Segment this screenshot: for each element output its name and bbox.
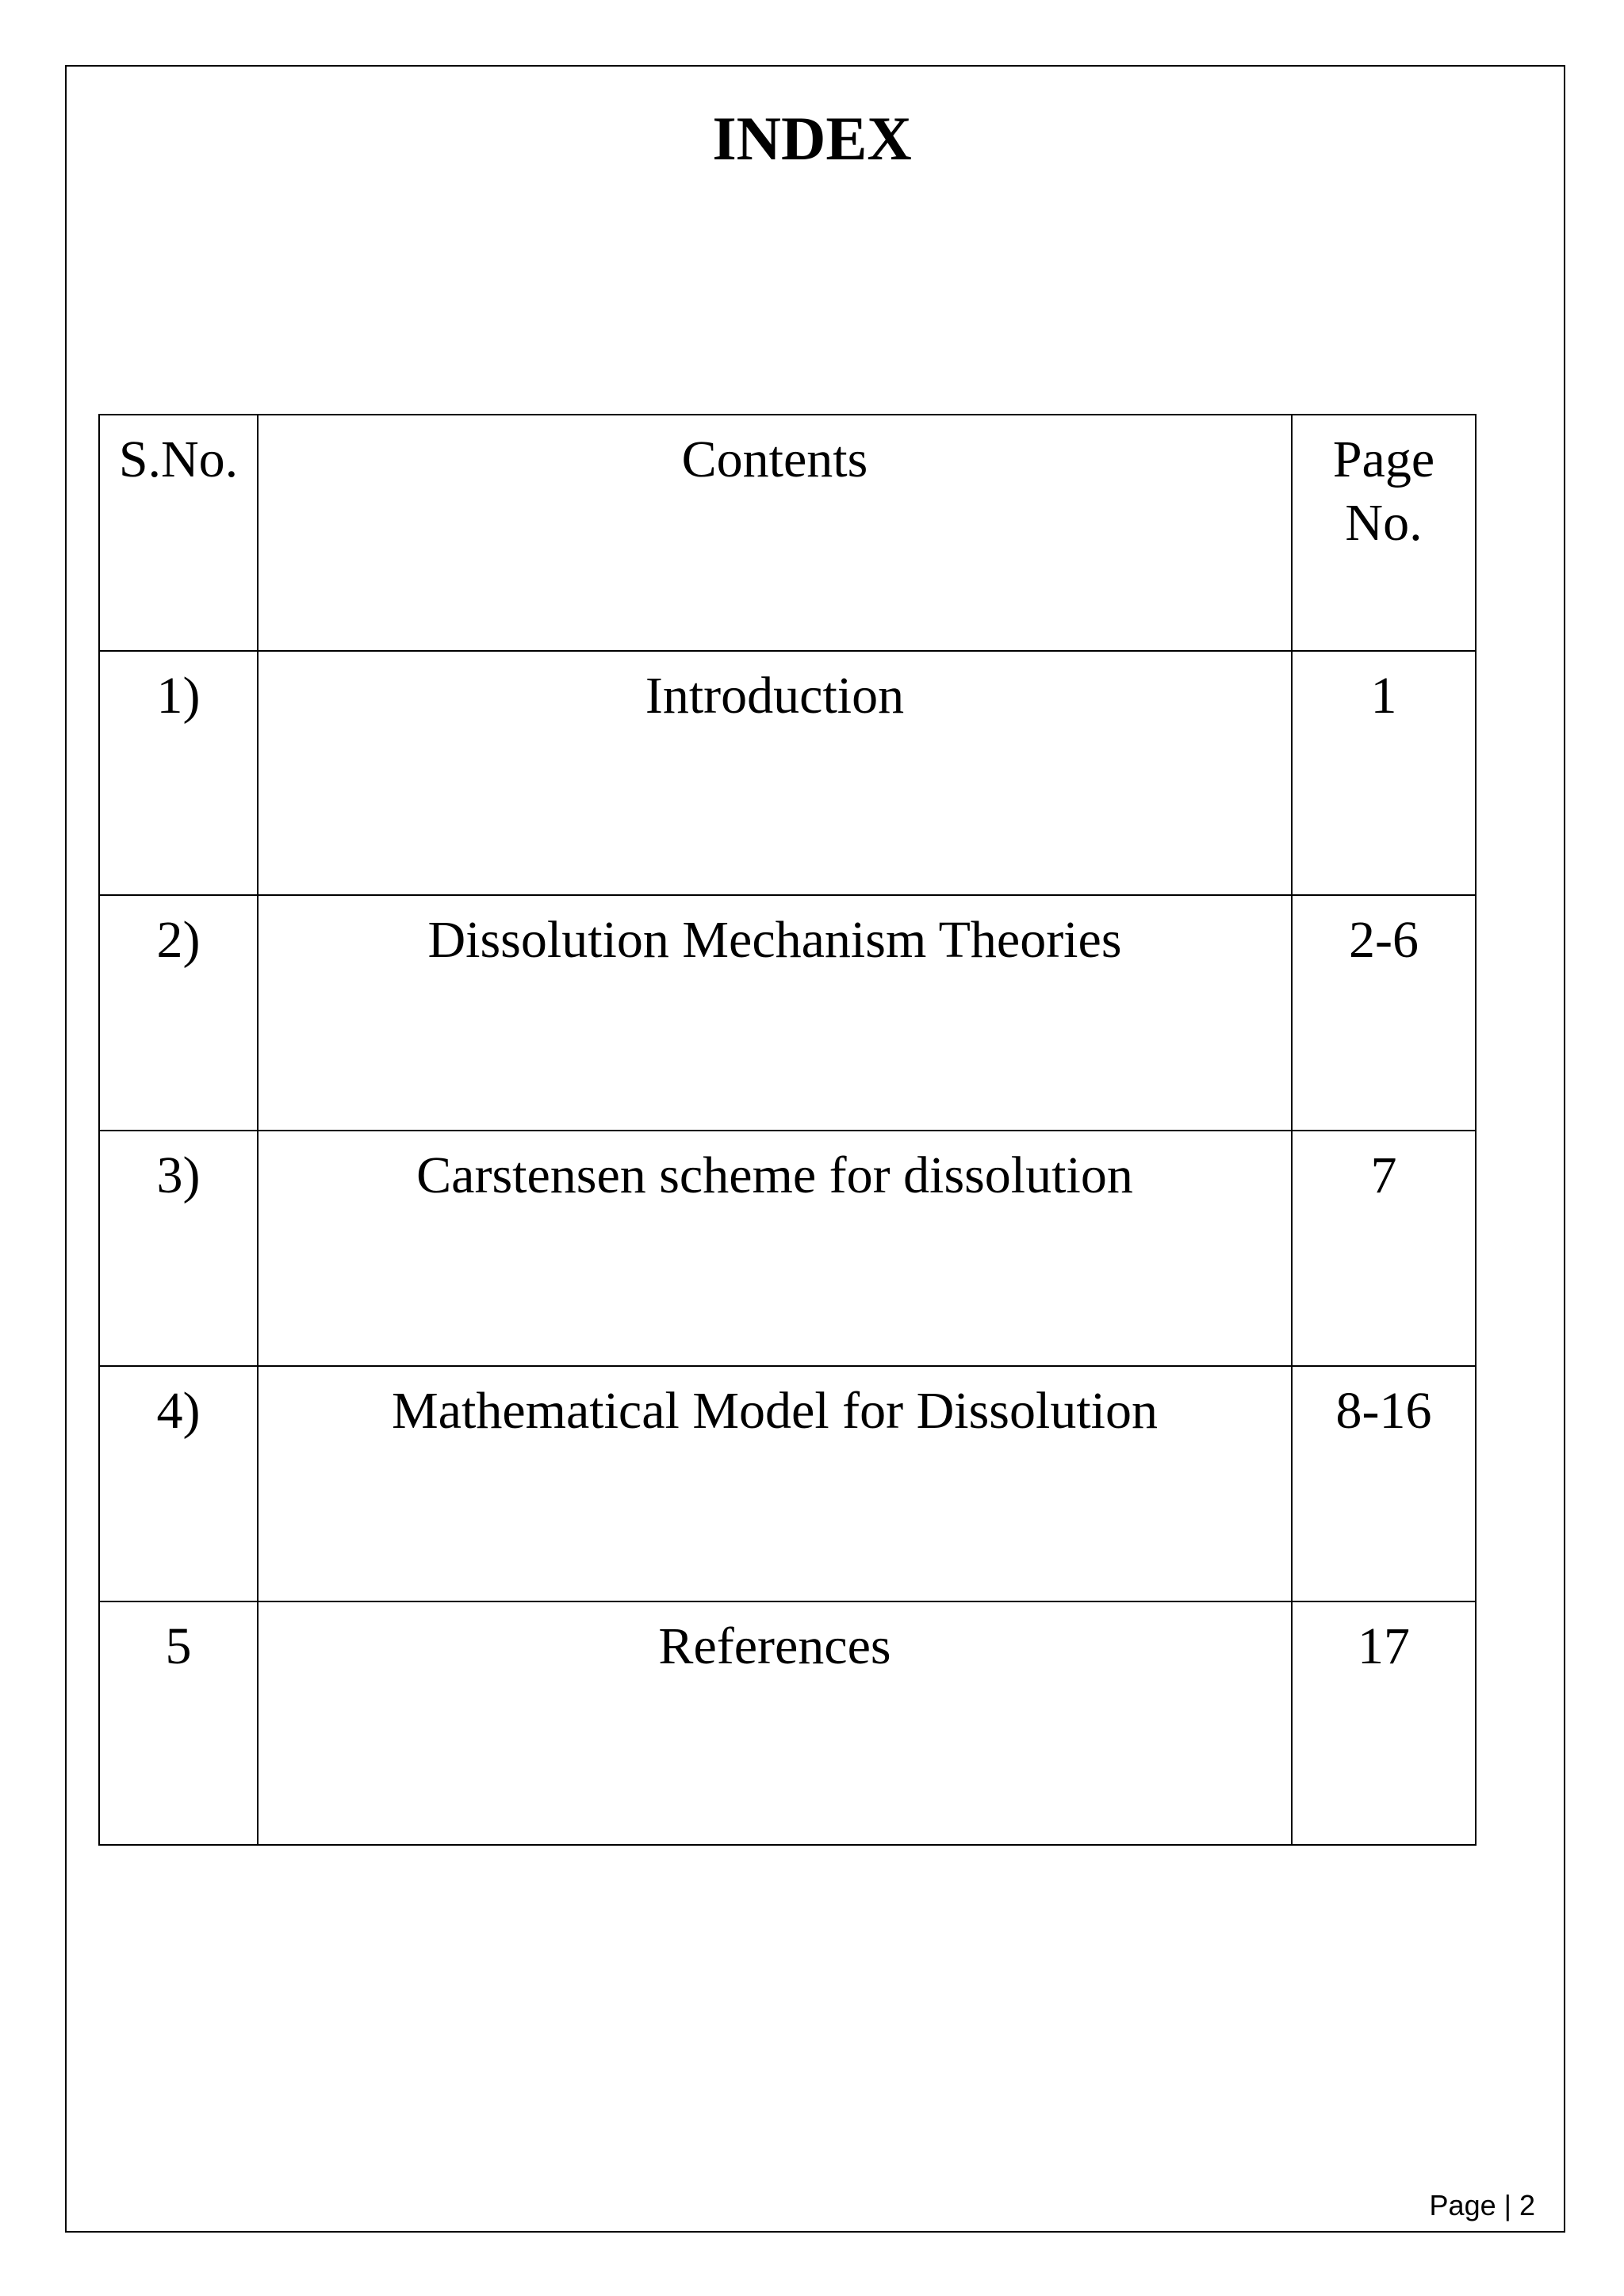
row-page: 17 <box>1292 1601 1476 1845</box>
table-row <box>99 895 1476 1131</box>
row-page: 7 <box>1292 1131 1476 1366</box>
page-title: INDEX <box>712 104 912 173</box>
header-contents: Contents <box>258 415 1292 651</box>
row-contents: Mathematical Model for Dissolution <box>258 1366 1292 1601</box>
row-sno: 4) <box>99 1366 258 1601</box>
header-page-line2: No. <box>1345 494 1423 552</box>
row-sno: 1) <box>99 651 258 895</box>
table-row <box>99 1601 1476 1845</box>
table-row <box>99 1131 1476 1366</box>
row-contents: References <box>258 1601 1292 1845</box>
row-contents: Dissolution Mechanism Theories <box>258 895 1292 1131</box>
row-page: 8-16 <box>1292 1366 1476 1601</box>
row-sno: 3) <box>99 1131 258 1366</box>
table-row <box>99 1366 1476 1601</box>
row-contents: Introduction <box>258 651 1292 895</box>
header-page-no <box>1292 415 1476 651</box>
row-sno: 2) <box>99 895 258 1131</box>
row-page: 1 <box>1292 651 1476 895</box>
index-table <box>98 414 1477 1846</box>
row-contents: Carstensen scheme for dissolution <box>258 1131 1292 1366</box>
page-number-footer: Page | 2 <box>1429 2189 1535 2221</box>
table-row <box>99 651 1476 895</box>
row-page: 2-6 <box>1292 895 1476 1131</box>
table-header-row <box>99 415 1476 651</box>
header-page-line1: Page <box>1332 430 1435 488</box>
header-sno: S.No. <box>99 415 258 651</box>
row-sno: 5 <box>99 1601 258 1845</box>
